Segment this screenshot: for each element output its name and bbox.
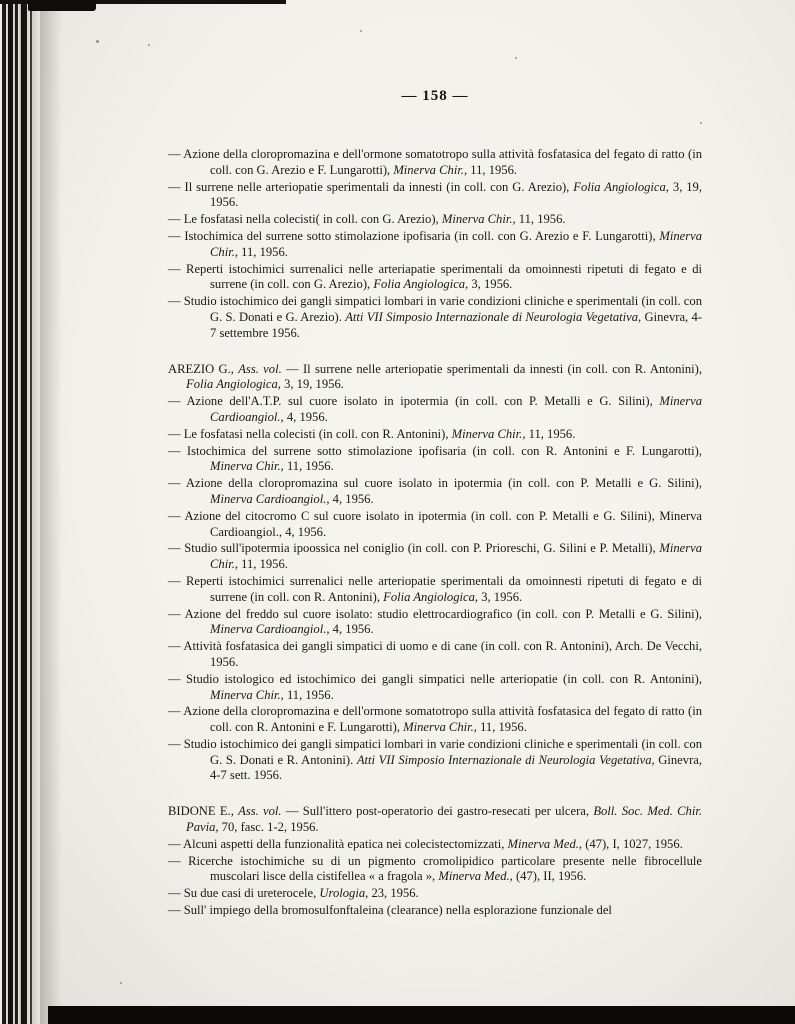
bibliography-entry — [168, 607, 702, 639]
journal-title: Atti VII Simposio Internazionale di Neurologia Vegetativa, — [356, 752, 655, 767]
entry-text: — Azione del freddo sul cuore isolato: studio elettrocardiografico (in coll. con P. Metalli e G. Silini), — [168, 606, 702, 621]
entry-text: 11, 1956. — [515, 212, 566, 227]
entry-text: — Attività fosfatasica dei gangli simpatici di uomo e di cane (in coll. con R. Antonini), Arch. De Vecchi, 1956. — [168, 639, 702, 669]
entry-text: 23, 1956. — [368, 886, 419, 901]
entry-text: — Il surrene nelle arteriopatie sperimentali da innesti (in coll. con G. Arezio), — [168, 179, 574, 194]
entry-text: AREZIO G., — [168, 361, 239, 376]
bibliography-entry — [168, 294, 702, 341]
bibliography-entry — [168, 639, 702, 671]
entry-text: 11, 1956. — [467, 162, 518, 177]
scan-bottom-edge-bar — [48, 1006, 795, 1024]
journal-title: Minerva Cardioangiol., — [210, 622, 330, 637]
entry-text: — Le fosfatasi nella colecisti (in coll. con R. Antonini), — [168, 426, 452, 441]
bibliography-entry — [168, 737, 702, 784]
entry-text: 11, 1956. — [238, 244, 288, 259]
journal-title: Minerva Chir., — [210, 541, 702, 572]
entry-text: 11, 1956. — [283, 459, 334, 474]
bibliography-entry — [168, 229, 702, 261]
entry-text: 70, fasc. 1-2, 1956. — [218, 820, 319, 835]
bibliography-entry — [168, 574, 702, 606]
entry-text: (47), I, 1027, 1956. — [582, 836, 683, 851]
journal-title: Atti VII Simposio Internazionale di Neurologia Vegetativa, — [345, 309, 642, 324]
scan-speck — [148, 44, 150, 46]
bibliography-entry — [168, 444, 702, 476]
entry-text: — Azione della cloropromazina e dell'ormone somatotropo sulla attività fosfatasica del fegato di ratto (in coll. con G. Arezio e F. Lungarotti), — [168, 147, 702, 177]
journal-title: Folia Angiologica, — [573, 179, 669, 194]
entry-text: 11, 1956. — [525, 426, 576, 441]
entry-text: — Alcuni aspetti della funzionalità epatica nei colecistectomizzati, — [168, 836, 508, 851]
scan-speck — [360, 30, 362, 32]
entry-text: 11, 1956. — [238, 557, 288, 572]
bibliography-entry — [168, 854, 702, 886]
entry-text: 3, 1956. — [478, 589, 523, 604]
journal-title: Minerva Med., — [438, 869, 513, 884]
entry-text: 11, 1956. — [476, 720, 527, 735]
entry-text: — Studio istochimico dei gangli simpatici lombari in varie condizioni cliniche e sperimentali (in coll. con G. S. Donati e G. Arezio). — [168, 294, 702, 324]
bibliography-entry — [168, 837, 702, 853]
entry-text: 4, 1956. — [283, 409, 328, 424]
entry-text: 3, 1956. — [468, 277, 513, 292]
bibliography-section — [168, 147, 702, 342]
entry-text: — Azione della cloropromazina sul cuore isolato in ipotermia (in coll. con P. Metalli e G. Silini), — [168, 476, 702, 491]
bibliography-section — [168, 804, 702, 919]
entry-text: — Ricerche istochimiche su di un pigmento cromolipidico particolare presente nelle fibrocellule muscolari lisce della cistifellea « a fragola », — [168, 853, 702, 884]
journal-title: Urologia, — [319, 886, 369, 901]
bibliography-entry — [168, 886, 702, 902]
entry-text: — Studio istochimico dei gangli simpatici lombari in varie condizioni cliniche e sperimentali (in coll. con G. S. Donati e R. Antonini). — [168, 736, 702, 767]
entry-text: — Azione della cloropromazina e dell'ormone somatotropo sulla attività fosfatasica del fegato di ratto (in coll. con R. Antonini e F. Lungarotti), — [168, 704, 702, 735]
bibliography-entry — [168, 180, 702, 212]
bibliography-entry — [168, 541, 702, 573]
page-text-block — [168, 88, 702, 920]
journal-title: Minerva Chir., — [210, 459, 284, 474]
journal-title: Minerva Cardioangiol., — [210, 491, 330, 506]
entry-text: 3, 19, 1956. — [210, 179, 703, 210]
entry-text: — Reperti istochimici surrenalici nelle arteriapatie sperimentali da omoinnesti ripetuti di fegato e di surrene (in coll. con G. Arezio), — [168, 261, 702, 292]
entry-text: — Azione del citocromo C sul cuore isolato in ipotermia (in coll. con P. Metalli e G. Silini), Minerva Cardioangiol., 4, 1956. — [168, 508, 702, 539]
bibliography-entry — [168, 212, 702, 228]
journal-title: Minerva Cardioangiol., — [210, 394, 702, 424]
entry-text: — Azione dell'A.T.P. sul cuore isolato in ipotermia (in coll. con P. Metalli e G. Silini), — [168, 394, 660, 409]
bibliography-entry — [168, 427, 702, 443]
bibliography-entry — [168, 147, 702, 179]
bibliography-entry — [168, 476, 702, 508]
bibliography-entry — [168, 903, 702, 919]
entry-text: — Su due casi di ureterocele, — [168, 886, 320, 901]
journal-title: Minerva Chir., — [441, 212, 516, 227]
entry-text: — Reperti istochimici surrenalici nelle arteriopatie sperimentali da omoinnesti ripetuti di fegato e di surrene (in coll. con R. Antonini), — [168, 573, 702, 604]
entry-text: 3, 19, 1956. — [280, 377, 344, 392]
bibliography-entry — [168, 262, 702, 294]
bibliography-entry — [168, 672, 702, 704]
entry-text: (47), II, 1956. — [512, 869, 587, 884]
journal-title: Minerva Med., — [507, 836, 583, 851]
journal-title: Minerva Chir., — [210, 228, 702, 259]
entry-text: — Studio sull'ipotermia ipoossica nel coniglio (in coll. con P. Prioreschi, G. Silini e P. Metalli), — [168, 541, 660, 556]
journal-title: Minerva Chir., — [210, 687, 284, 702]
bibliography-author-entry — [168, 804, 702, 836]
entry-text: — Istochimica del surrene sotto stimolazione ipofisaria (in coll. con G. Arezio e F. Lungarotti), — [168, 228, 660, 243]
journal-title: Folia Angiologica, — [373, 277, 469, 292]
journal-title: Ass. vol. — [238, 361, 282, 376]
entry-text: — Sull' impiego della bromosulfonftaleina (clearance) nella esplorazione funzionale del — [168, 903, 612, 918]
entry-text: — Istochimica del surrene sotto stimolazione ipofisaria (in coll. con R. Antonini e F. Lungarotti), — [168, 443, 702, 458]
journal-title: Ass. vol. — [238, 804, 282, 819]
entry-text: — Il surrene nelle arteriopatie sperimentali da innesti (in coll. con R. Antonini), — [281, 361, 703, 376]
entry-text: 11, 1956. — [283, 687, 334, 702]
entry-text: — Le fosfatasi nella colecisti( in coll. con G. Arezio), — [168, 212, 442, 227]
bibliography-entry — [168, 704, 702, 736]
journal-title: Minerva Chir., — [393, 162, 468, 177]
entry-text: — Studio istologico ed istochimico dei gangli simpatici nelle arteriopatie (in coll. con R. Antonini), — [168, 671, 702, 686]
journal-title: Boll. Soc. Med. Chir. Pavia, — [186, 804, 702, 835]
scan-speck — [515, 57, 517, 59]
journal-title: Minerva Chir., — [451, 426, 526, 441]
journal-title: Folia Angiologica, — [186, 377, 281, 392]
bibliography-author-entry — [168, 362, 702, 394]
scan-speck — [96, 40, 99, 43]
page-number: — 158 — — [401, 88, 469, 104]
scan-binding-edge — [0, 0, 62, 1024]
journal-title: Folia Angiologica, — [383, 589, 479, 604]
bibliography-entry — [168, 509, 702, 541]
scan-top-edge-mark — [28, 0, 96, 11]
entry-text: Ginevra, 4-7 sett. 1956. — [210, 752, 702, 783]
scan-speck — [120, 982, 122, 984]
bibliography — [168, 147, 702, 919]
entry-text: 4, 1956. — [329, 491, 374, 506]
bibliography-entry — [168, 394, 702, 426]
entry-text: — Sull'ittero post-operatorio dei gastro-resecati per ulcera, — [281, 804, 594, 819]
entry-text: 4, 1956. — [329, 622, 374, 637]
entry-text: BIDONE E., — [168, 804, 239, 819]
journal-title: Minerva Chir., — [403, 720, 477, 735]
entry-text: Ginevra, 4-7 settembre 1956. — [210, 309, 702, 340]
bibliography-section — [168, 362, 702, 785]
